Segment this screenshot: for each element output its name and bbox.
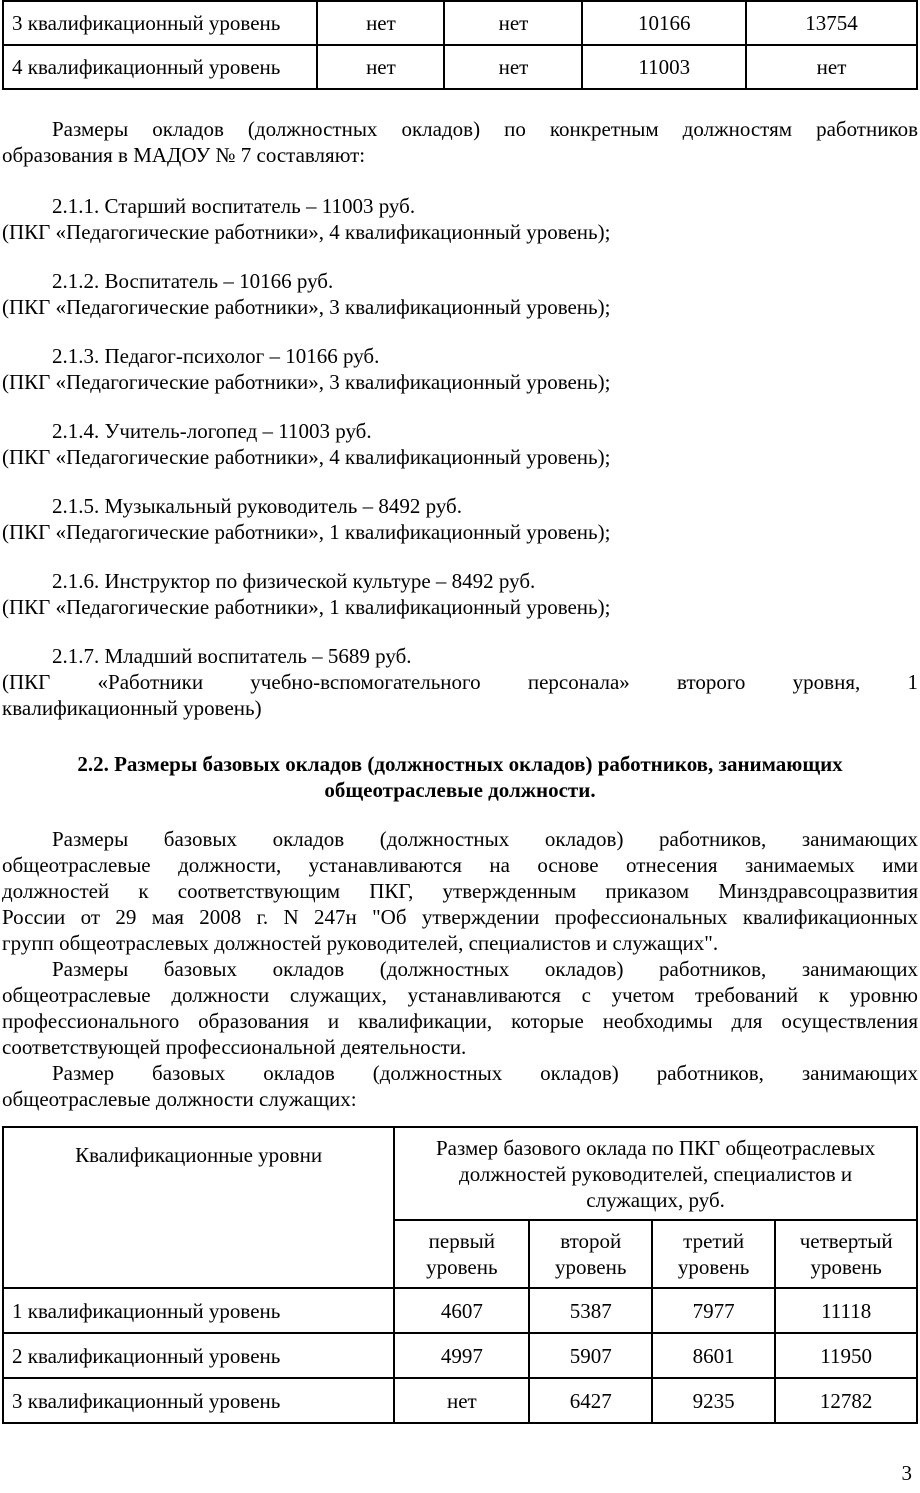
text-line: Размеры базовых окладов (должностных окладов) работников, занимающих	[52, 957, 918, 981]
text-line: профессионального образования и квалификации, которые необходимы для осуществления	[2, 1009, 918, 1033]
table-cell: 4997	[394, 1333, 529, 1378]
table-cell: 8601	[652, 1333, 775, 1378]
salary-item	[2, 493, 918, 545]
salary-item-title: 2.1.1. Старший воспитатель – 11003 руб.	[52, 194, 416, 218]
text-line: России от 29 мая 2008 г. N 247н "Об утверждении профессиональных квалификационных	[2, 905, 918, 929]
text-line: Размеры базовых окладов (должностных окладов) работников, занимающих	[52, 827, 918, 851]
salary-item-pkg-line: (ПКГ «Педагогические работники», 3 квалификационный уровень);	[2, 295, 611, 319]
section-2-2-paragraph-3	[2, 1060, 918, 1112]
salary-item-title: 2.1.7. Младший воспитатель – 5689 руб.	[52, 644, 412, 668]
section-2-2-paragraph-2	[2, 956, 918, 1060]
section-2-2-paragraph-1	[2, 826, 918, 956]
salary-item-pkg-line: (ПКГ «Педагогические работники», 4 квалификационный уровень);	[2, 220, 611, 244]
table-cell: нет	[317, 45, 444, 89]
table-cell: 5387	[529, 1288, 651, 1333]
column-header-cell: второй уровень	[529, 1220, 651, 1288]
table-cell: 6427	[529, 1378, 651, 1423]
general-positions-salary-table	[2, 1126, 918, 1424]
column-header-cell: первый уровень	[394, 1220, 529, 1288]
table-cell: 1 квалификационный уровень	[3, 1288, 394, 1333]
table-row	[3, 1, 917, 45]
table-header-row	[3, 1127, 917, 1220]
text-line: должностей к соответствующим ПКГ, утвержденным приказом Минздравсоцразвития	[2, 879, 918, 903]
salary-item	[2, 268, 918, 320]
salary-item	[2, 643, 918, 721]
qualification-levels-header-cell: Квалификационные уровни	[3, 1127, 394, 1288]
salary-items-list	[2, 193, 918, 721]
table-cell: 11003	[582, 45, 746, 89]
table-row	[3, 45, 917, 89]
table-cell: 4 квалификационный уровень	[3, 45, 317, 89]
table-cell: 9235	[652, 1378, 775, 1423]
salary-item-pkg-line: (ПКГ «Педагогические работники», 4 квалификационный уровень);	[2, 445, 611, 469]
table-cell: 13754	[746, 1, 917, 45]
table-cell: нет	[746, 45, 917, 89]
text-line: общеотраслевые должности служащих, устанавливаются с учетом требований к уровню	[2, 983, 918, 1007]
text-line: образования в МАДОУ № 7 составляют:	[2, 143, 366, 167]
table-cell: нет	[394, 1378, 529, 1423]
table-cell: нет	[444, 45, 582, 89]
general-positions-table-body	[3, 1288, 917, 1423]
table-row	[3, 1378, 917, 1423]
general-positions-table-header	[3, 1127, 917, 1288]
table-cell: 3 квалификационный уровень	[3, 1, 317, 45]
table-cell: 7977	[652, 1288, 775, 1333]
salary-item-pkg-line: (ПКГ «Педагогические работники», 1 квалификационный уровень);	[2, 595, 611, 619]
text-line: Размер базовых окладов (должностных окладов) работников, занимающих	[52, 1061, 918, 1085]
salary-item-title: 2.1.2. Воспитатель – 10166 руб.	[52, 269, 334, 293]
table-cell: 3 квалификационный уровень	[3, 1378, 394, 1423]
table-row	[3, 1333, 917, 1378]
text-line: групп общеотраслевых должностей руководителей, специалистов и служащих".	[2, 931, 719, 955]
education-salary-table-body	[3, 1, 917, 89]
salary-item	[2, 343, 918, 395]
table-cell: 10166	[582, 1, 746, 45]
text-line: общеотраслевые должности, устанавливаются на основе отнесения занимаемых ими	[2, 853, 918, 877]
column-header-cell: четвертый уровень	[775, 1220, 917, 1288]
intro-paragraph	[2, 116, 918, 168]
salary-item-title: 2.1.5. Музыкальный руководитель – 8492 руб.	[52, 494, 462, 518]
salary-item-title: 2.1.3. Педагог-психолог – 10166 руб.	[52, 344, 380, 368]
text-line: Размеры окладов (должностных окладов) по конкретным должностям работников	[52, 117, 918, 141]
table-cell: 5907	[529, 1333, 651, 1378]
table-cell: 11118	[775, 1288, 917, 1333]
table-cell: 12782	[775, 1378, 917, 1423]
table-cell: 4607	[394, 1288, 529, 1333]
section-2-2-body	[2, 826, 918, 1112]
table-row	[3, 1288, 917, 1333]
section-2-2-heading-line-2: общеотраслевые должности.	[324, 778, 596, 802]
salary-item-pkg-line: (ПКГ «Педагогические работники», 1 квалификационный уровень);	[2, 520, 611, 544]
text-line: соответствующей профессиональной деятельности.	[2, 1035, 467, 1059]
table-cell: нет	[317, 1, 444, 45]
salary-item-title: 2.1.6. Инструктор по физической культуре – 8492 руб.	[52, 569, 536, 593]
section-2-2-heading-line-1: 2.2. Размеры базовых окладов (должностных окладов) работников, занимающих	[77, 752, 843, 776]
table-cell: нет	[444, 1, 582, 45]
salary-item-title: 2.1.4. Учитель-логопед – 11003 руб.	[52, 419, 372, 443]
page-number: 3	[901, 1461, 912, 1485]
salary-item-pkg-line: квалификационный уровень)	[2, 696, 262, 720]
table-cell: 2 квалификационный уровень	[3, 1333, 394, 1378]
table-cell: 11950	[775, 1333, 917, 1378]
column-header-cell: третий уровень	[652, 1220, 775, 1288]
salary-item-pkg-line: (ПКГ «Педагогические работники», 3 квалификационный уровень);	[2, 370, 611, 394]
salary-item	[2, 568, 918, 620]
text-line: общеотраслевые должности служащих:	[2, 1087, 357, 1111]
education-salary-table	[2, 0, 918, 90]
salary-item-pkg-line: (ПКГ «Работники учебно-вспомогательного персонала» второго уровня, 1	[2, 670, 918, 694]
salary-item	[2, 193, 918, 245]
salary-item	[2, 418, 918, 470]
section-2-2-heading	[2, 751, 918, 803]
base-salary-group-header-cell: Размер базового оклада по ПКГ общеотраслевых должностей руководителей, специалистов и служащих, руб.	[394, 1127, 917, 1220]
